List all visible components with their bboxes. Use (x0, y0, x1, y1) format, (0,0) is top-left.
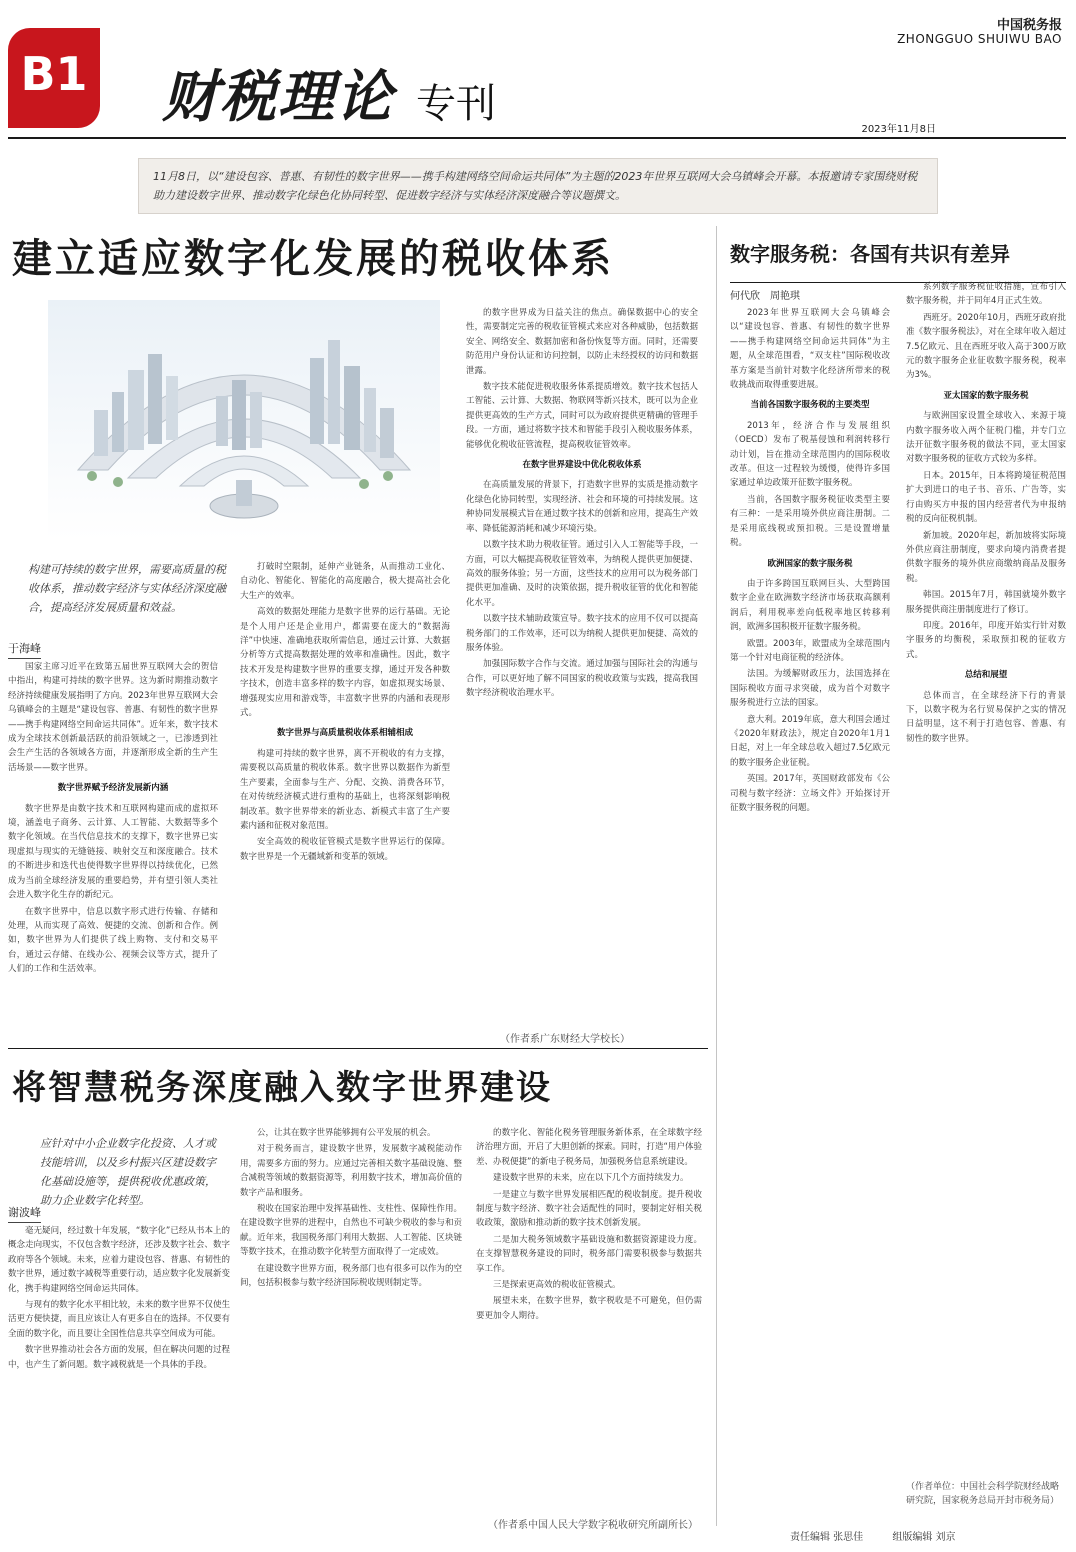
page-footer (790, 1528, 982, 1543)
article-2-pullquote: 应针对中小企业数字化投资、人才或技能培训，以及乡村振兴区建设数字化基础设施等，提供税收优惠政策，助力企业数字化转型。 (40, 1137, 216, 1207)
article-2-author-note: （作者系中国人民大学数字税收研究所副所长） (488, 1520, 698, 1531)
page-code: B1 (20, 47, 88, 101)
article-3-column-1 (730, 306, 890, 1502)
paragraph: 英国。2017年，英国财政部发布《公司税与数字经济：立场文件》开始探讨开征数字服务税的问题。 (730, 774, 890, 813)
section-subtitle: 专刊 (416, 81, 496, 127)
subheading: 数字世界与高质量税收体系相辅相成 (276, 728, 413, 739)
article-1-column-2 (240, 560, 450, 1030)
paragraph: 数字世界是由数字技术和互联网构建而成的虚拟环境，涵盖电子商务、云计算、人工智能、大数据等多个数字化领域。在当代信息技术的支撑下，数字世界已实现虚拟与现实的无缝链接、映射交互和深度融合。技术的不断进步和迭代也使得数字世界得以持续优化，已然成为当前全球经济发展的重要趋势，并有望引领人类社会进入数字化生存的新纪元。 (8, 803, 218, 901)
article-1-column-1 (8, 660, 218, 1030)
layout-editor: 组版编辑 刘京 (892, 1532, 956, 1543)
column-divider (716, 226, 717, 1526)
paragraph: 建设数字世界的未来，应在以下几个方面持续发力。 (493, 1173, 689, 1184)
paragraph: 西班牙。2020年10月，西班牙政府批准《数字服务税法》，对在全球年收入超过7.5亿欧元、且在西班牙收入高于300万欧元的数字服务企业征收数字服务税，税率为3%。 (906, 312, 1066, 381)
paragraph: 三是探索更高效的税收征管模式。 (493, 1280, 621, 1291)
subheading: 数字世界赋予经济发展新内涵 (57, 783, 169, 794)
article-3-byline: 何代欣 周艳琪 (730, 291, 800, 302)
paragraph: 以数字技术助力税收征管。通过引入人工智能等手段，一方面，可以大幅提高税收征管效率，为纳税人提供更加便捷、高效的服务体验；另一方面，这些技术的应用可以为税务部门提供更加准确、及时的决策依据，提升税收征管的优化和智能化水平。 (466, 540, 698, 608)
paragraph: 展望未来，在数字世界，数字税收是不可避免，但仍需要更加令人期待。 (476, 1296, 702, 1321)
masthead-english: ZHONGGUO SHUIWU BAO (897, 32, 1062, 46)
paragraph: 新加坡。2020年起，新加坡将实际境外供应商注册制度，要求向境内消费者提供数字服务的境外供应商缴纳商品及服务税。 (906, 530, 1066, 584)
paragraph: 国家主席习近平在致第五届世界互联网大会的贺信中指出，构建可持续的数字世界。这为新时期推动数字经济持续健康发展指明了方向。2023年世界互联网大会乌镇峰会的主题是“建设包容、普惠、有韧性的数字世界——携手构建网络空间命运共同体”。近年来，数字技术成为全球技术创新最活跃的前沿领域之一，已渗透到社会生产生活的各领域各方面，并逐渐形成全新的生产生活场景——数字世界。 (8, 662, 218, 773)
paragraph: 公，让其在数字世界能够拥有公平发展的机会。 (257, 1128, 436, 1138)
paragraph: 在数字世界中，信息以数字形式进行传输、存储和处理，从而实现了高效、便捷的交流、创新和合作。例如，数字世界为人们提供了线上购物、支付和交易平台，通过云存储、在线办公、视频会议等方式，提升了人们的工作和生活效率。 (8, 906, 218, 975)
paragraph: 日本。2015年，日本将跨境征税范围扩大到进口的电子书、音乐、广告等，实行由购买方申报的国内经营者代为申报纳税的反向征税机制。 (906, 470, 1066, 525)
paragraph: 安全高效的税收征管模式是数字世界运行的保障。数字世界是一个无疆域新和变革的领域。 (240, 837, 450, 862)
paragraph: 与欧洲国家设置全球收入、来源于境内数字服务收入两个征税门槛，并专门立法开征数字服务税的做法不同，亚太国家对数字服务税的征收方式较为多样。 (906, 411, 1066, 465)
paragraph: 以数字技术辅助政策宣导。数字技术的应用不仅可以提高税务部门的工作效率，还可以为纳税人提供更加便捷、高效的服务体验。 (466, 614, 698, 653)
masthead-chinese: 中国税务报 (996, 18, 1062, 33)
city-wifi-illustration (48, 300, 440, 540)
article-1-illustration (48, 300, 440, 540)
paragraph: 的数字世界成为日益关注的焦点。确保数据中心的安全性，需要制定完善的税收征管模式来应对各种威胁，包括数据安全、网络安全、数据加密和备份恢复等方面。同时，还需要防范用户身份认证和访问控制，以防止未经授权的访问和数据泄露。 (466, 308, 698, 376)
paragraph: 二是加大税务领域数字基础设施和数据资源建设力度。在支撑智慧税务建设的同时，税务部门需要积极参与数据共享工作。 (476, 1234, 702, 1274)
article-2-column-2 (240, 1126, 462, 1540)
paragraph: 总体而言，在全球经济下行的背景下，以数字税为名行贸易保护之实的情况日益明显，这不利于打造包容、普惠、有韧性的数字世界。 (906, 690, 1066, 744)
article-3-title: 数字服务税：各国有共识有差异 (730, 242, 1010, 266)
article-1-pullquote: 构建可持续的数字世界，需要高质量的税收体系，推动数字经济与实体经济深度融合，提高经济发展质量和效益。 (28, 563, 226, 614)
paragraph: 韩国。2015年7月，韩国就境外数字服务提供商注册制度进行了修订。 (906, 590, 1066, 615)
paragraph: 高效的数据处理能力是数字世界的运行基础。无论是个人用户还是企业用户，都需要在庞大的“数据海洋”中快速、准确地获取所需信息，通过云计算、大数据分析等方式提高数据处理的效率和准确性。因此，数字技术开发是构建数字世界的重要支撑，通过开发各种数字技术，创造丰富多样的数字内容，如虚拟现实场景、增强现实应用和游戏等，丰富数字世界的内涵和表现形式。 (240, 607, 450, 719)
paragraph: 打破时空限制，延伸产业链条，从而推动工业化、自动化、智能化、智能化的高度融合，极大提高社会化大生产的效率。 (240, 562, 450, 601)
paragraph: 系列数字服务税征收措施，宣布引入数字服务税，并于同年4月正式生效。 (906, 282, 1066, 307)
paragraph: 一是建立与数字世界发展相匹配的税收制度。提升税收制度与数字经济、数字社会适配性的同时，要制定好相关税收政策，激励和推动新的数字技术创新发展。 (476, 1189, 702, 1229)
section-title: 财税理论 (162, 64, 394, 130)
subheading: 亚太国家的数字服务税 (943, 390, 1029, 401)
subheading: 在数字世界建设中优化税收体系 (522, 460, 642, 471)
article-2-column-1 (8, 1224, 230, 1540)
paragraph: 法国。为缓解财政压力，法国选择在国际税收方面寻求突破，成为首个对数字服务税进行立法的国家。 (730, 669, 890, 709)
paragraph: 2013年，经济合作与发展组织（OECD）发布了税基侵蚀和利润转移行动计划，旨在推动全球范围内的国际税收改革。但这一过程较为缓慢，使得许多国家通过单边政策开征数字服务税。 (730, 420, 890, 489)
paragraph: 构建可持续的数字世界，离不开税收的有力支撑，需要税以高质量的税收体系。数字世界以数据作为新型生产要素，全面参与生产、分配、交换、消费各环节，在对传统经济模式进行重构的基础上，也将深刻影响税制改革。数字世界带来的新业态、新模式丰富了生产要素内涵和征税对象范围。 (240, 748, 450, 831)
responsible-editor: 责任编辑 张思佳 (790, 1532, 864, 1543)
subheading: 当前各国数字服务税的主要类型 (750, 400, 870, 411)
paragraph: 印度。2016年，印度开始实行针对数字服务的均衡税，采取预扣税的征收方式。 (906, 620, 1066, 660)
paragraph: 由于许多跨国互联网巨头、大型跨国数字企业在欧洲数字经济市场获取高额利润后，利用税率差向低税率地区转移利润，欧洲多国积极开征数字服务税。 (730, 578, 890, 633)
paragraph: 数字技术能促进税收服务体系提质增效。数字技术包括人工智能、云计算、大数据、物联网等新兴技术，既可以为企业提供更高效的生产方式，同时可以为政府提供更精确的管理手段。一方面，通过将数字技术和智能手段引入税收服务体系，能够优化税收征管流程，提高税收征管效率。 (466, 382, 698, 450)
article-1-byline: 于海峰 (8, 640, 41, 659)
article-3-author-note: （作者单位：中国社会科学院财经战略研究院，国家税务总局开封市税务局） (906, 1482, 1060, 1506)
paragraph: 与现有的数字化水平相比较，未来的数字世界不仅使生活更方便快捷，而且应该让人有更多自在的选择。不仅要有全面的数字化，而且要让全国性信息共享空间成为可能。 (8, 1300, 230, 1339)
article-2-title: 将智慧税务深度融入数字世界建设 (12, 1068, 552, 1108)
paragraph: 毫无疑问，经过数十年发展，“数字化”已经从书本上的概念走向现实，不仅包含数字经济，还涉及数字社会、数字政府等各个领域。未来，应着力建设包容、普惠、有韧性的数字世界，通过数字减税等重要行动，适应数字化发展新变化，携手构建网络空间命运共同体。 (8, 1226, 230, 1294)
paragraph: 对于税务而言，建设数字世界，发展数字减税能动作用，需要多方面的努力。应通过完善相关数字基础设施、整合减税等领域的数据资源等，利用数字技术，增加高价值的数字产品和服务。 (240, 1144, 462, 1198)
article-1-author-note: （作者系广东财经大学校长） (500, 1034, 630, 1045)
issue-date: 2023年11月8日 (861, 124, 936, 135)
article-2-rule (8, 1048, 708, 1049)
article-2-byline: 谢波峰 (8, 1204, 41, 1223)
paragraph: 的数字化、智能化税务管理服务新体系，在全球数字经济治理方面，开启了大胆创新的探索。同时，打造“用户体验差、办税便捷”的新电子税务局，加强税务信息系统建设。 (476, 1128, 702, 1167)
paragraph: 意大利。2019年底，意大利国会通过《2020年财政法》，规定自2020年1月1日起，对上一年全球总收入超过7.5亿欧元的数字服务企业征税。 (730, 714, 890, 768)
paragraph: 2023年世界互联网大会乌镇峰会以“建设包容、普惠、有韧性的数字世界——携手构建网络空间命运共同体”为主题，从全球范围看，“双支柱”国际税收改革方案是当前针对数字化经济所带来的税收挑战而取得重要进展。 (730, 308, 890, 391)
article-1-column-3 (466, 306, 698, 1030)
header-rule (8, 137, 1066, 139)
paragraph: 数字世界推动社会各方面的发展，但在解决问题的过程中，也产生了新问题。数字减税就是一个具体的手段。 (8, 1345, 230, 1370)
subheading: 欧洲国家的数字服务税 (767, 558, 853, 569)
paragraph: 加强国际数字合作与交流。通过加强与国际社会的沟通与合作，可以更好地了解不同国家的税收政策与实践，提高我国数字经济税收治理水平。 (466, 659, 698, 699)
paragraph: 欧盟。2003年，欧盟成为全球范围内第一个针对电商征税的经济体。 (730, 638, 890, 663)
subheading: 总结和展望 (964, 670, 1008, 681)
article-2-column-3 (476, 1126, 702, 1506)
editor-intro: 11月8日，以“建设包容、普惠、有韧性的数字世界——携手构建网络空间命运共同体”为主题的2023年世界互联网大会乌镇峰会开幕。本报邀请专家围绕财税助力建设数字世界、推动数字化绿色化协同转型、促进数字经济与实体经济深度融合等议题撰文。 (138, 158, 938, 214)
paragraph: 当前，各国数字服务税征收类型主要有三种：一是采用境外供应商注册制。二是采用底线税或预扣税。三是设置增量税。 (730, 494, 890, 549)
article-1-title: 建立适应数字化发展的税收体系 (12, 235, 614, 282)
paragraph: 在建设数字世界方面，税务部门也有很多可以作为的空间，包括积极参与数字经济国际税收规则制定等。 (240, 1263, 462, 1289)
paragraph: 税收在国家治理中发挥基础性、支柱性、保障性作用。在建设数字世界的进程中，自然也不可缺少税收的参与和贡献。近年来，我国税务部门利用大数据、人工智能、区块链等数字技术，在推动数字化转型方面取得了一定成效。 (240, 1204, 462, 1258)
paragraph: 在高质量发展的背景下，打造数字世界的实质是推动数字化绿色化协同转型，实现经济、社会和环境的可持续发展。这种协同发展模式旨在通过数字技术的创新和应用，提高生产效率、降低能源消耗和减少环境污染。 (466, 480, 698, 534)
article-3-column-2 (906, 280, 1066, 1502)
